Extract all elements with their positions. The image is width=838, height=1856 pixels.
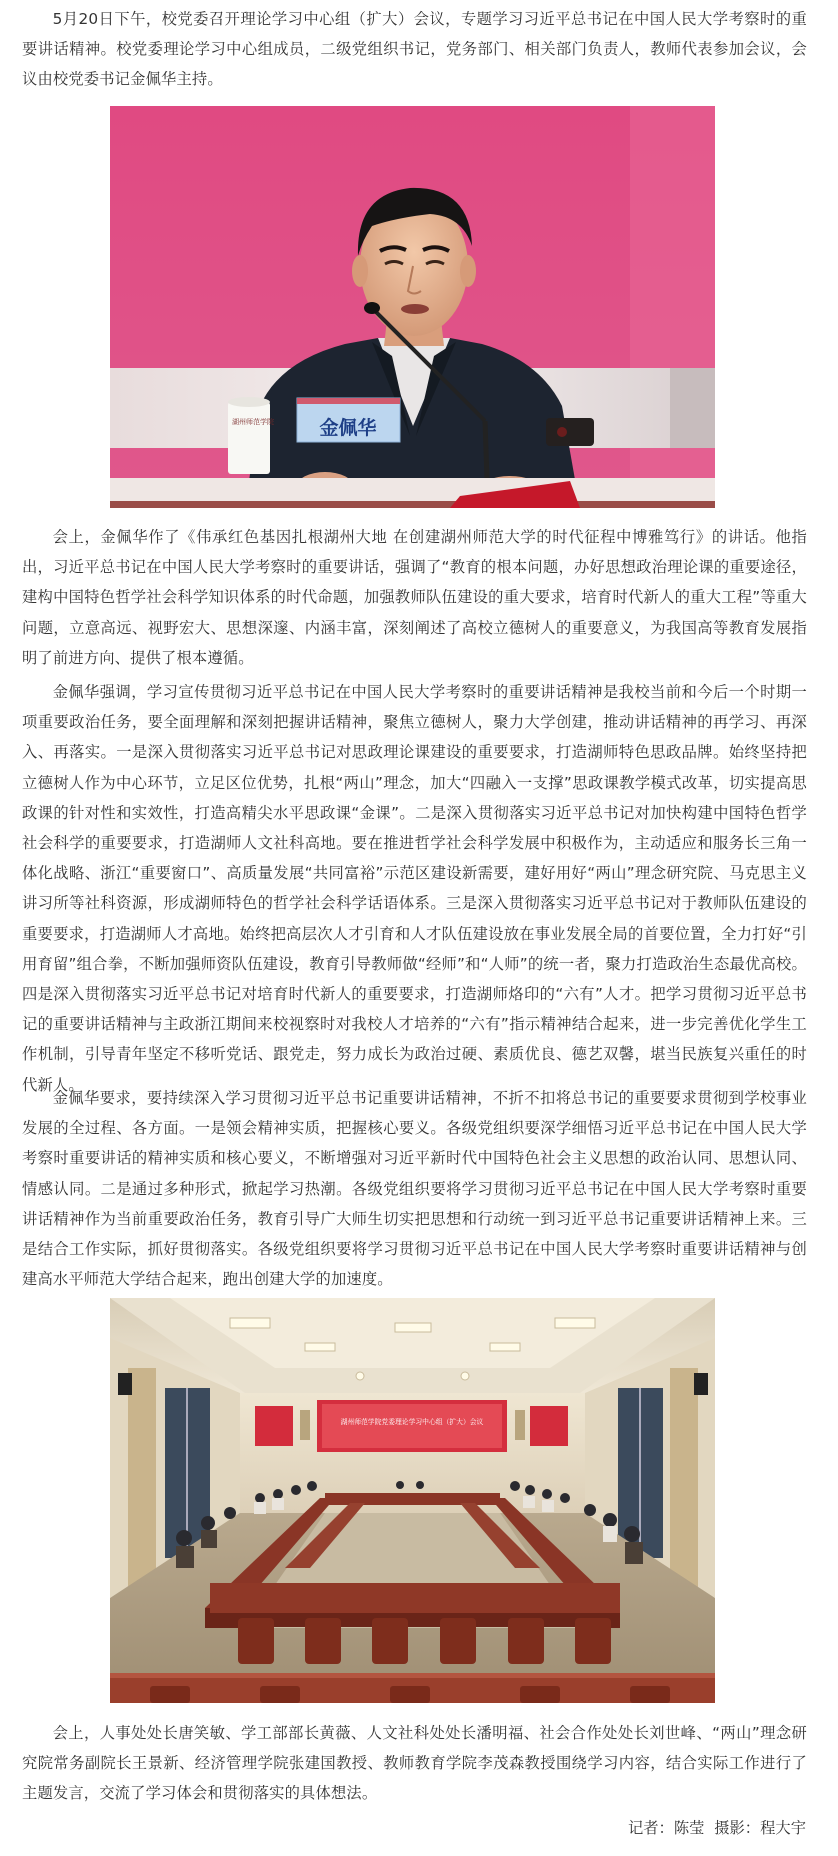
cup-logo-text: 湖州师范学院 [232,418,274,426]
paragraph-discussion: 会上，人事处处长唐笑敏、学工部部长黄薇、人文社科处处长潘明福、社会合作处处长刘世峰、“两山”理念研究院常务副院长王景新、经济管理学院张建国教授、教师教育学院李茂森教授围绕学习内容，结合实际工作进行了主题发言，交流了学习体会和贯彻落实的具体想法。 [22,1724,807,1803]
nameplate-text: 金佩华 [319,417,377,439]
photographer-name: 程大宇 [760,1819,806,1837]
speaker-photo [110,106,715,508]
meeting-room-illustration [110,1298,715,1703]
speaker-photo-illustration [110,106,715,508]
main-screen-title: 湖州师范学院党委理论学习中心组（扩大）会议 [340,1418,484,1426]
reporter-name: 陈莹 [673,1819,705,1837]
paragraph-speech: 会上，金佩华作了《伟承红色基因扎根湖州大地 在创建湖州师范大学的时代征程中博雅笃行》的讲话。他指出，习近平总书记在中国人民大学考察时的重要讲话，强调了“教育的根本问题，办好思想政治理论课的重要途径，建构中国特色哲学社会科学知识体系的时代命题，加强教师队伍建设的重大要求，培育时代新人的重大工程”等重大问题，立意高远、视野宏大、思想深邃、内涵丰富，深刻阐述了高校立德树人的重要意义，为我国高等教育发展指明了前进方向、提供了根本遵循。 [22,528,807,667]
meeting-room-photo [110,1298,715,1703]
byline [628,1816,806,1838]
paragraph-requirements: 金佩华要求，要持续深入学习贯彻习近平总书记重要讲话精神，不折不扣将总书记的重要要求贯彻到学校事业发展的全过程、各方面。一是领会精神实质，把握核心要义。各级党组织要深学细悟习近平总书记在中国人民大学考察时重要讲话的精神实质和核心要义，不断增强对习近平新时代中国特色社会主义思想的政治认同、思想认同、情感认同。二是通过多种形式，掀起学习热潮。各级党组织要将学习贯彻习近平总书记在中国人民大学考察时重要讲话精神作为当前重要政治任务，教育引导广大师生切实把思想和行动统一到习近平总书记重要讲话精神上来。三是结合工作实际，抓好贯彻落实。各级党组织要将学习贯彻习近平总书记在中国人民大学考察时重要讲话精神与创建高水平师范大学结合起来，跑出创建大学的加速度。 [22,1089,807,1289]
paragraph-intro: 5月20日下午，校党委召开理论学习中心组（扩大）会议，专题学习习近平总书记在中国人民大学考察时的重要讲话精神。校党委理论学习中心组成员，二级党组织书记，党务部门、相关部门负责人，教师代表参加会议，会议由校党委书记金佩华主持。 [22,10,807,89]
paragraph-emphasis: 金佩华强调，学习宣传贯彻习近平总书记在中国人民大学考察时的重要讲话精神是我校当前和今后一个时期一项重要政治任务，要全面理解和深刻把握讲话精神，聚焦立德树人，聚力大学创建，推动讲话精神的再学习、再深入、再落实。一是深入贯彻落实习近平总书记对思政理论课建设的重要要求，打造湖师特色思政品牌。始终坚持把立德树人作为中心环节，立足区位优势，扎根“两山”理念，加大“四融入一支撑”思政课教学模式改革，切实提高思政课的针对性和实效性，打造高精尖水平思政课“金课”。二是深入贯彻落实习近平总书记对加快构建中国特色哲学社会科学的重要要求，打造湖师人文社科高地。要在推进哲学社会科学发展中积极作为，主动适应和服务长三角一体化战略、浙江“重要窗口”、高质量发展“共同富裕”示范区建设新需要，建好用好“两山”理念研究院、马克思主义讲习所等社科资源，形成湖师特色的哲学社会科学话语体系。三是深入贯彻落实习近平总书记对于教师队伍建设的重要要求，打造湖师人才高地。始终把高层次人才引育和人才队伍建设放在事业发展全局的首要位置，全力打好“引用育留”组合拳，不断加强师资队伍建设，教育引导教师做“经师”和“人师”的统一者，聚力打造政治生态最优高校。四是深入贯彻落实习近平总书记对培育时代新人的重要要求，打造湖师烙印的“六有”人才。把学习贯彻习近平总书记的重要讲话精神与主政浙江期间来校视察时对我校人才培养的“六有”指示精神结合起来，进一步完善优化学生工作机制，引导青年坚定不移听党话、跟党走，努力成长为政治过硬、素质优良、德艺双馨，堪当民族复兴重任的时代新人。 [22,683,807,1094]
reporter-label: 记者： [627,1819,674,1837]
photographer-label: 摄影： [714,1819,761,1837]
